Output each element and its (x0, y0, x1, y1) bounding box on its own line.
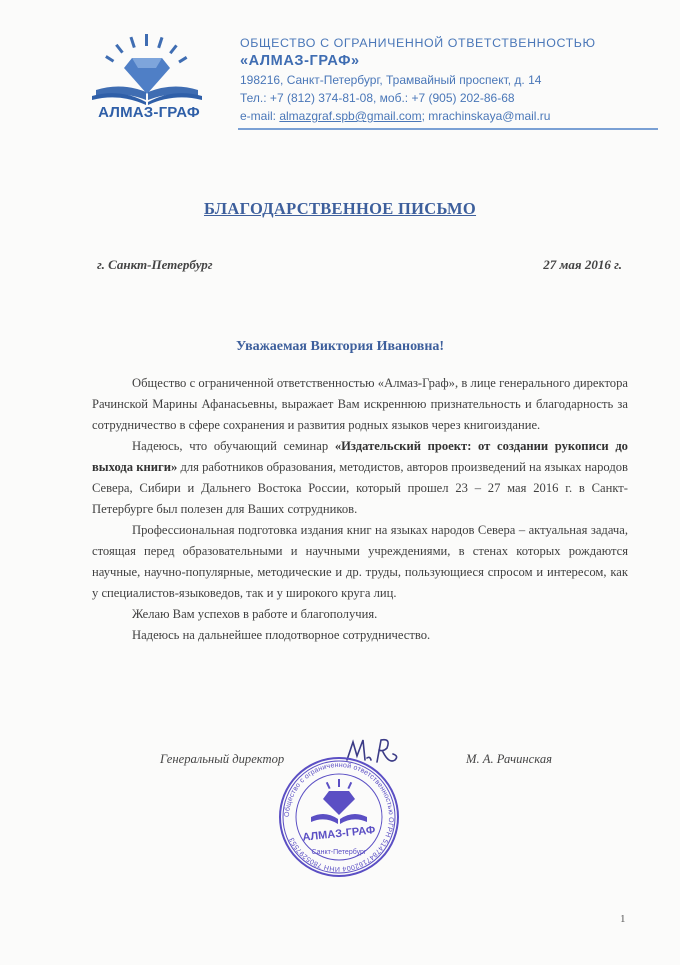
svg-text:АЛМАЗ-ГРАФ: АЛМАЗ-ГРАФ (301, 824, 376, 844)
paragraph-5: Надеюсь на дальнейшее плодотворное сотрудничество. (132, 628, 431, 642)
company-name: «АЛМАЗ-ГРАФ» (240, 53, 360, 69)
paragraph-2-start: Надеюсь, что обучающий семинар (132, 439, 335, 453)
svg-text:Общество с ограниченной ответс: Общество с ограниченной ответственностью ОГРН 5147847162004 ИНН 7805297553 (283, 761, 395, 873)
company-address: 198216, Санкт-Петербург, Трамвайный проспект, д. 14 (240, 73, 542, 87)
paragraph-4: Желаю Вам успехов в работе и благополучия. (132, 607, 378, 621)
email-prefix: e-mail: (240, 109, 280, 123)
letter-greeting: Уважаемая Виктория Ивановна! (235, 339, 445, 354)
letterhead-divider (238, 128, 658, 130)
seminar-title: «Издательский проект: от создании рукописи до выхода книги» (92, 439, 628, 474)
signatory-name: М. А. Рачинская (466, 752, 552, 766)
logo-wordmark: АЛМАЗ-ГРАФ (98, 104, 200, 121)
letter-city: г. Санкт-Петербург (97, 257, 213, 272)
paragraph-2 (92, 436, 628, 520)
company-emails (240, 109, 660, 123)
email-link-2[interactable]: mrachinskaya@mail.ru (428, 109, 551, 123)
letter-date: 27 мая 2016 г. (543, 257, 622, 272)
paragraph-3: Профессиональная подготовка издания книг на языках народов Севера – актуальная задача, стоящая перед образовательными и научными учреждениями, в стенах которых рождаются научные, научно-популярные, методические и др. труды, пользующиеся спросом и интересом, как у специалистов-языковедов, так и у широкого круга лиц. (92, 523, 628, 600)
company-type: ОБЩЕСТВО С ОГРАНИЧЕННОЙ ОТВЕТСТВЕННОСТЬЮ (240, 36, 596, 50)
company-stamp (277, 755, 401, 879)
signatory-role: Генеральный директор (160, 752, 285, 766)
email-link-1[interactable]: almazgraf.spb@gmail.com (279, 109, 422, 123)
letterhead (240, 36, 660, 123)
paragraph-2-end: для работников образования, методистов, авторов произведений на языках народов Севера, Сибири и Дальнего Востока России, который прошел 23 – 27 мая 2016 г. в Санкт-Петербурге был полезен для Ваших сотрудников. (92, 460, 628, 516)
company-phones: Тел.: +7 (812) 374-81-08, моб.: +7 (905) 202-86-68 (240, 91, 515, 105)
letter-body (92, 373, 628, 646)
svg-text:Санкт-Петербург: Санкт-Петербург (311, 849, 367, 856)
email-separator: ; (421, 109, 429, 123)
paragraph-1: Общество с ограниченной ответственностью «Алмаз-Граф», в лице генерального директора Рачинской Марины Афанасьевны, выражает Вам искреннюю признательность и благодарность за сотрудничество в сфере сохранения и развития родных языков через книгоиздание. (92, 376, 628, 432)
page-number: 1 (620, 913, 626, 925)
letter-title: БЛАГОДАРСТВЕННОЕ ПИСЬМО (203, 199, 477, 218)
